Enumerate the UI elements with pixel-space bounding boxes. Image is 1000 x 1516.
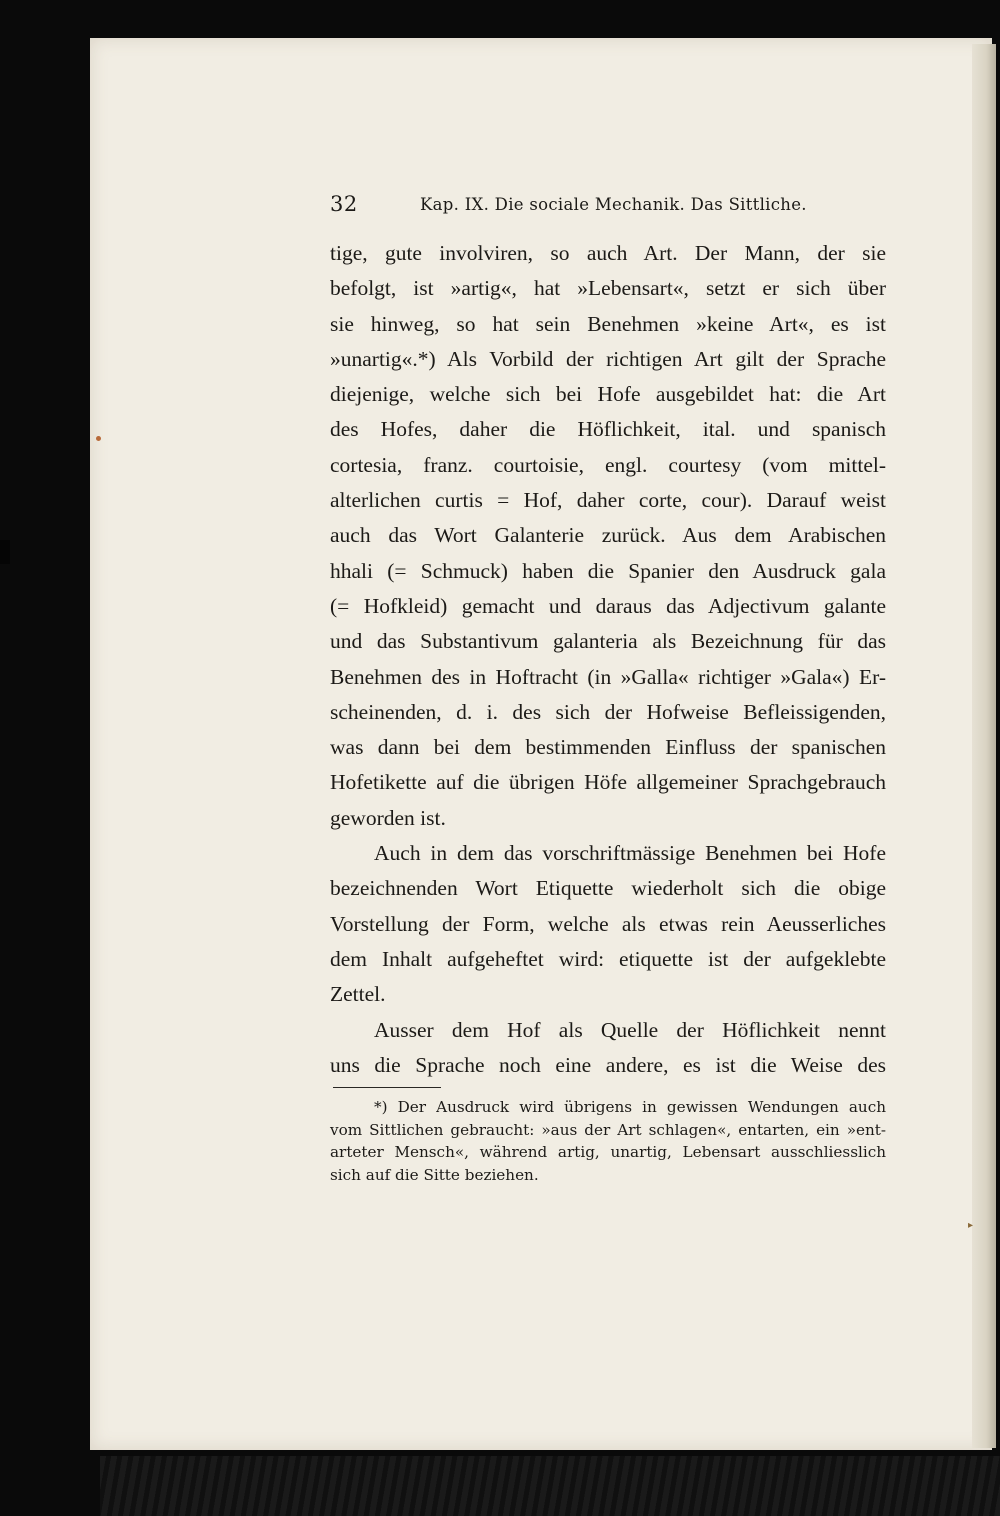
text-line: auch das Wort Galanterie zurück. Aus dem Arabischen (330, 523, 886, 548)
running-head (330, 192, 886, 222)
text-line: tige, gute involviren, so auch Art. Der Mann, der sie (330, 241, 886, 265)
text-line: des Hofes, daher die Höflichkeit, ital. und spanisch (330, 417, 886, 442)
text-line: Vorstellung der Form, welche als etwas rein Aeusserliches (330, 911, 886, 936)
text-line: sie hinweg, so hat sein Benehmen »keine Art«, es ist (330, 311, 886, 336)
text-line: uns die Sprache noch eine andere, es ist die Weise des (330, 1052, 886, 1077)
chapter-title: Kap. IX. Die sociale Mechanik. Das Sittliche. (420, 195, 807, 214)
text-line: Zettel. (330, 982, 386, 1007)
text-line: cortesia, franz. courtoisie, engl. courtesy (vom mittel- (330, 452, 886, 477)
footnote-line: arteter Mensch«, während artig, unartig, Lebensart ausschliesslich (330, 1143, 886, 1161)
text-line: scheinenden, d. i. des sich der Hofweise Befleissigenden, (330, 699, 886, 724)
text-line: und das Substantivum galanteria als Bezeichnung für das (330, 629, 886, 654)
text-line: Hofetikette auf die übrigen Höfe allgemeiner Sprachgebrauch (330, 770, 886, 795)
margin-spot (96, 436, 101, 441)
text-line: bezeichnenden Wort Etiquette wiederholt sich die obige (330, 876, 886, 901)
page-edge (972, 44, 996, 1448)
text-line: Auch in dem das vorschriftmässige Benehmen bei Hofe (374, 841, 886, 866)
text-line: befolgt, ist »artig«, hat »Lebensart«, setzt er sich über (330, 276, 886, 301)
footnote-line: sich auf die Sitte beziehen. (330, 1165, 539, 1184)
text-line: hhali (= Schmuck) haben die Spanier den Ausdruck gala (330, 558, 886, 583)
text-line: »unartig«.*) Als Vorbild der richtigen Art gilt der Sprache (330, 346, 886, 371)
book-edge-strip (100, 1456, 1000, 1516)
footnote-rule (333, 1087, 441, 1088)
text-line: geworden ist. (330, 805, 446, 830)
footnote (330, 1096, 886, 1186)
footnote-line: vom Sittlichen gebraucht: »aus der Art schlagen«, entarten, ein »ent- (330, 1120, 886, 1139)
text-line: alterlichen curtis = Hof, daher corte, cour). Darauf weist (330, 488, 886, 513)
text-line: (= Hofkleid) gemacht und daraus das Adjectivum galante (330, 593, 886, 618)
text-line: diejenige, welche sich bei Hofe ausgebildet hat: die Art (330, 382, 886, 407)
text-line: was dann bei dem bestimmenden Einfluss der spanischen (330, 735, 886, 760)
page-number: 32 (330, 192, 358, 216)
text-line: Ausser dem Hof als Quelle der Höflichkeit nennt (374, 1017, 886, 1042)
footnote-line: *) Der Ausdruck wird übrigens in gewissen Wendungen auch (374, 1098, 886, 1116)
binding-shadow (0, 540, 10, 564)
body-text (330, 236, 886, 1083)
text-line: Benehmen des in Hoftracht (in »Galla« richtiger »Gala«) Er- (330, 664, 886, 689)
margin-mark: ▸ (968, 1220, 974, 1231)
text-line: dem Inhalt aufgeheftet wird: etiquette ist der aufgeklebte (330, 946, 886, 971)
